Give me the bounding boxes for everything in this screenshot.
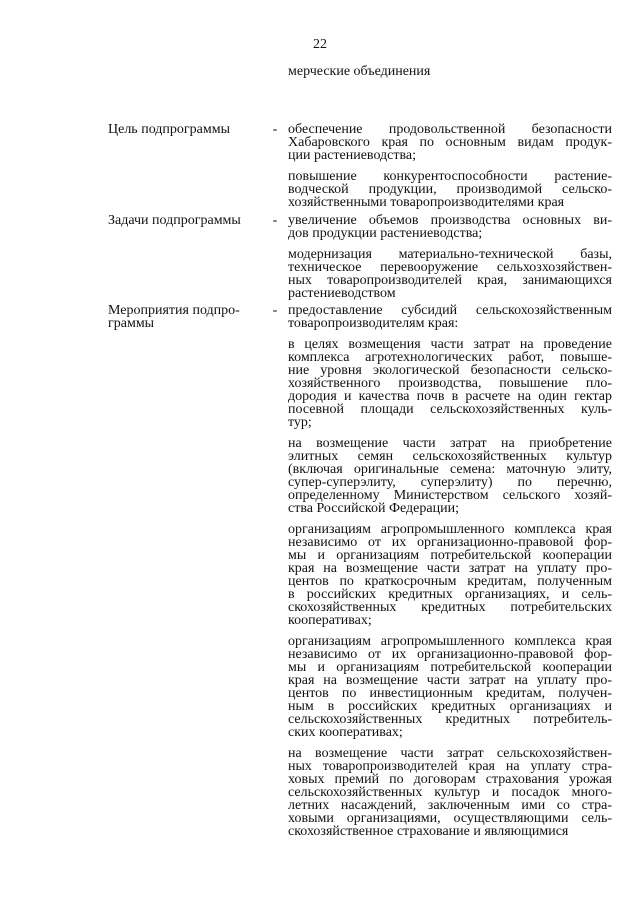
paragraph-line: сельскохозяйственных культур и посадок много- [288,785,612,800]
paragraph-line: мы и организациям потребительской кооперации [288,548,612,563]
paragraph-line: края на возмещение части затрат на уплату про- [288,561,612,576]
paragraph-line: увеличение объемов производства основных ви- [288,213,612,228]
paragraph-line: повышение конкурентоспособности растение- [288,169,612,184]
paragraph-line: растениеводством [288,286,396,301]
row-label-line: Мероприятия подпро- [108,303,240,318]
paragraph-line: предоставление субсидий сельскохозяйственным [288,303,612,318]
row-label-line: Задачи подпрограммы [108,213,241,228]
content-paragraph [288,437,612,515]
paragraph-line: ных товаропроизводителей края на уплату стра- [288,759,612,774]
paragraph-line: в целях возмещения части затрат на проведение [288,337,612,352]
paragraph-line: Хабаровского края по основным видам продук- [288,135,612,150]
row-dash: - [272,213,278,228]
paragraph-line: в российских кредитных организациях, и сель- [288,587,612,602]
paragraph-line: центов по инвестиционным кредитам, получен- [288,686,612,701]
content-paragraph [288,304,612,330]
paragraph-line: скохозяйственное страхование и являющимися [288,824,569,839]
paragraph-line: ние уровня экологической безопасности сельско- [288,363,612,378]
row-content [288,304,612,846]
content-paragraph [288,170,612,209]
page-number: 22 [313,37,327,52]
row-content [288,123,612,217]
paragraph-line: ции растениеводства; [288,148,417,163]
paragraph-line: техническое перевооружение сельхозхозяйствен- [288,260,612,275]
paragraph-line: независимо от их организационно-правовой фор- [288,647,612,662]
paragraph-line: обеспечение продовольственной безопасности [288,122,612,137]
paragraph-line: скохозяйственных кредитных потребительских [288,600,612,615]
paragraph-line: элитных семян сельскохозяйственных культур [288,449,612,464]
paragraph-line: центов по краткосрочным кредитам, полученным [288,574,612,589]
row-label [108,214,266,227]
paragraph-line: ных товаропроизводителей края, занимающихся [288,273,612,288]
paragraph-line: товаропроизводителям края: [288,316,459,331]
row-label-line: граммы [108,316,155,331]
paragraph-line: хозяйственными товаропроизводителями края [288,195,565,210]
paragraph-line: кооперативах; [288,613,372,628]
paragraph-line: тур; [288,415,312,430]
row-label [108,123,266,136]
paragraph-line: организациям агропромышленного комплекса края [288,522,612,537]
row-dash: - [272,122,278,137]
paragraph-line: летних насаждений, заключенным ими со стра- [288,798,612,813]
content-paragraph [288,338,612,429]
paragraph-line: определенному Министерством сельского хозяй- [288,488,612,503]
paragraph-line: мы и организациям потребительской кооперации [288,660,612,675]
paragraph-line: водческой продукции, производимой сельско- [288,182,612,197]
paragraph-line: дов продукции растениеводства; [288,226,483,241]
content-paragraph [288,214,612,240]
paragraph-line: дородия и качества почв в расчете на один гектар [288,389,612,404]
paragraph-line: супер-суперэлиту, суперэлиту) по перечню, [288,475,612,490]
paragraph-line: ства Российской Федерации; [288,501,459,516]
content-paragraph [288,747,612,838]
paragraph-line: организациям агропромышленного комплекса края [288,634,612,649]
paragraph-line: на возмещение части затрат сельскохозяйствен- [288,746,612,761]
row-dash: - [272,303,278,318]
paragraph-line: ховыми организациями, осуществляющими сель- [288,811,612,826]
content-paragraph [288,523,612,627]
paragraph-line: ских кооперативах; [288,725,403,740]
paragraph-line: комплекса агротехнологических работ, повыше- [288,350,612,365]
paragraph-line: (включая оригинальные семена: маточную элиту, [288,462,612,477]
paragraph-line: края на возмещение части затрат на уплату про- [288,673,612,688]
row-label-line: Цель подпрограммы [108,122,230,137]
paragraph-line: ным в российских кредитных организациях и [288,699,612,714]
content-paragraph [288,123,612,162]
paragraph-line: на возмещение части затрат на приобретение [288,436,612,451]
continuation-text: мерческие объединения [288,64,431,79]
paragraph-line: модернизация материально-технической базы, [288,247,612,262]
paragraph-line: сельскохозяйственных кредитных потребитель- [288,712,612,727]
content-paragraph [288,248,612,300]
paragraph-line: ховых премий по договорам страхования урожая [288,772,612,787]
paragraph-line: хозяйственного производства, повышение пло- [288,376,612,391]
row-label [108,304,266,330]
paragraph-line: посевной площади сельскохозяйственных куль- [288,402,612,417]
paragraph-line: независимо от их организационно-правовой фор- [288,535,612,550]
content-paragraph [288,635,612,739]
row-content [288,214,612,308]
